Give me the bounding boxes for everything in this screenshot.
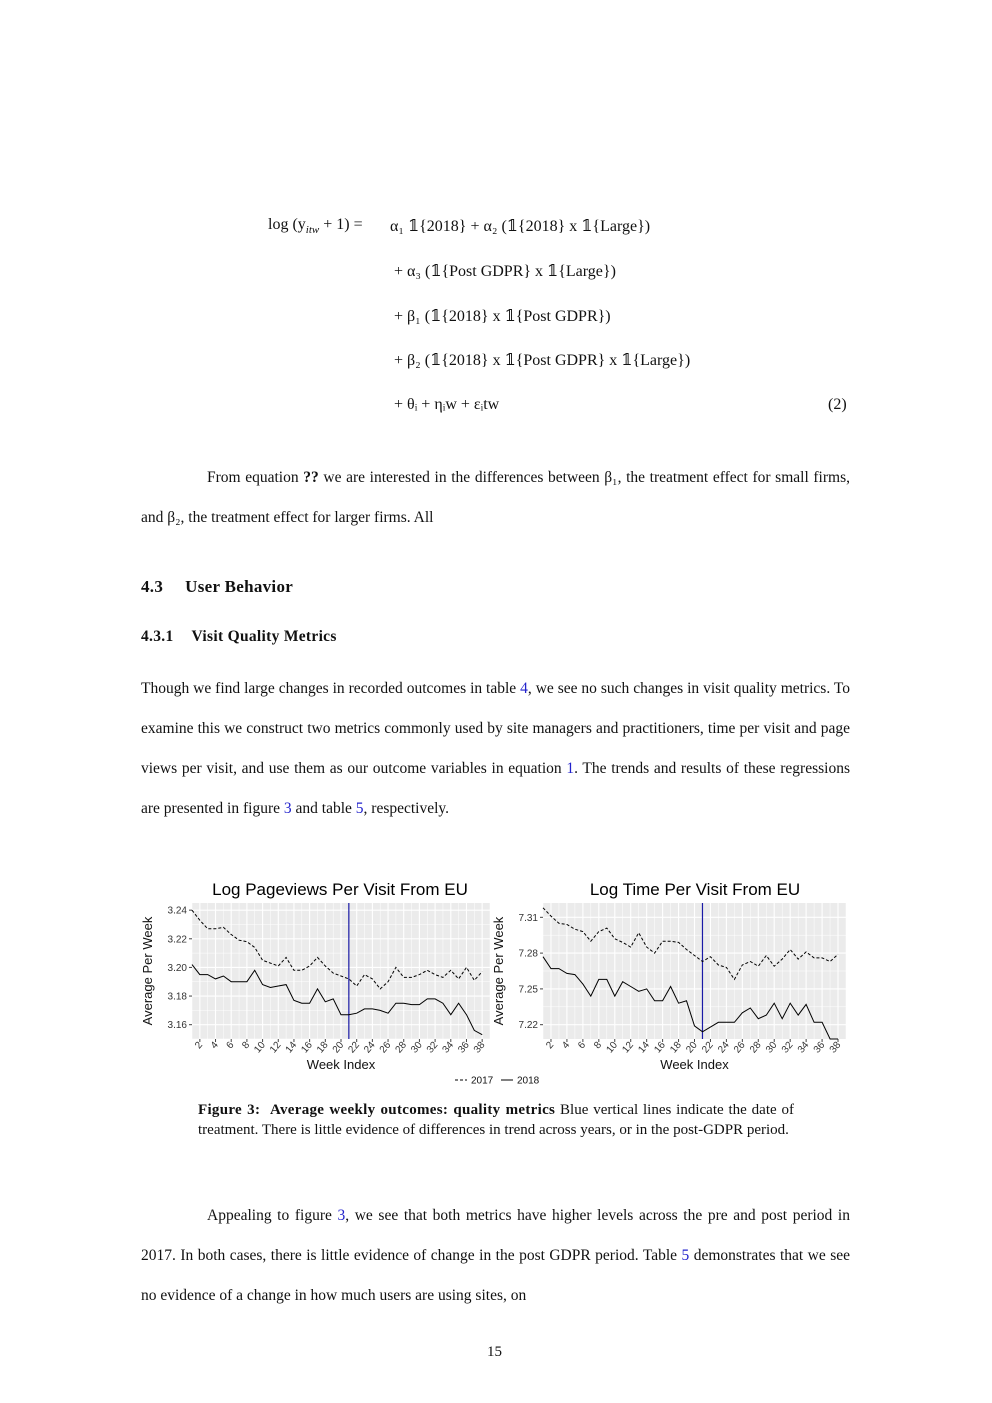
chart-title: Log Time Per Visit From EU bbox=[589, 880, 801, 899]
y-tick-label: 7.28 bbox=[518, 948, 538, 960]
y-axis-title: Average Per Week bbox=[491, 916, 506, 1026]
chart-title: Log Pageviews Per Visit From EU bbox=[212, 880, 468, 899]
x-tick-label: 6 bbox=[224, 1039, 237, 1052]
x-tick-label: 38 bbox=[827, 1039, 844, 1056]
figure-caption bbox=[198, 1100, 794, 1140]
x-tick-label: 28 bbox=[393, 1039, 410, 1056]
legend-label-2017: 2017 bbox=[471, 1075, 494, 1087]
x-tick-label: 30 bbox=[763, 1039, 780, 1056]
table-ref-5[interactable]: 5 bbox=[355, 800, 364, 817]
y-tick-label: 3.18 bbox=[167, 991, 187, 1003]
x-tick-label: 36 bbox=[811, 1039, 828, 1056]
table-ref-4[interactable]: 4 bbox=[520, 680, 528, 697]
x-tick-label: 12 bbox=[620, 1039, 637, 1056]
x-tick-label: 26 bbox=[377, 1039, 394, 1056]
paragraph-equation-discussion: From equation ?? we are interested in the differences between β₁, the treatment effect for small firms, and β₂, the treatment effect for larger firms. All bbox=[141, 469, 850, 526]
x-axis-title: Week Index bbox=[306, 1057, 376, 1072]
x-tick-label: 12 bbox=[267, 1039, 284, 1056]
equation-ref[interactable]: ?? bbox=[303, 469, 319, 486]
x-tick-label: 4 bbox=[560, 1039, 573, 1052]
x-tick-label: 26 bbox=[732, 1039, 748, 1056]
x-tick-label: 32 bbox=[424, 1039, 441, 1056]
y-tick-label: 3.22 bbox=[167, 934, 187, 946]
y-tick-label: 7.22 bbox=[518, 1020, 538, 1032]
equation-line-3: + β₁ (𝟙{2018} x 𝟙{Post GDPR}) bbox=[394, 308, 611, 325]
equation-line-1: α₁ 𝟙{2018} + α₂ (𝟙{2018} x 𝟙{Large}) bbox=[390, 218, 651, 235]
legend bbox=[455, 1076, 540, 1087]
section-heading: 4.3 User Behavior bbox=[141, 577, 294, 596]
x-tick-label: 10 bbox=[252, 1039, 268, 1056]
equation-line-5: + θᵢ + ηᵢw + εᵢtw bbox=[394, 396, 500, 413]
x-tick-label: 6 bbox=[576, 1039, 589, 1052]
x-tick-label: 16 bbox=[652, 1039, 668, 1056]
caption-bold: Average weekly outcomes: quality metrics bbox=[269, 1102, 556, 1118]
x-axis-title: Week Index bbox=[660, 1057, 729, 1072]
figure-ref-3[interactable]: 3 bbox=[283, 800, 292, 817]
subsection-heading: 4.3.1 Visit Quality Metrics bbox=[141, 628, 337, 645]
x-tick-label: 22 bbox=[700, 1039, 716, 1056]
y-tick-label: 7.25 bbox=[518, 984, 538, 996]
figure-3 bbox=[140, 876, 852, 1091]
paragraph-appealing: Appealing to figure 3, we see that both metrics have higher levels across the pre and post period in 2017. In both cases, there is little evidence of change in the post GDPR period. Table 5 demonstrates that we see no evidence of a change in how much users are using sites, on bbox=[141, 1207, 850, 1304]
page-number: 15 bbox=[487, 1344, 502, 1360]
x-tick-label: 20 bbox=[330, 1039, 347, 1056]
x-tick-label: 28 bbox=[748, 1039, 764, 1056]
x-tick-label: 2 bbox=[193, 1039, 206, 1052]
x-tick-label: 8 bbox=[592, 1039, 605, 1052]
x-tick-label: 18 bbox=[668, 1039, 684, 1056]
x-tick-label: 2 bbox=[544, 1039, 557, 1052]
x-tick-label: 38 bbox=[471, 1039, 488, 1056]
figure-ref-3b[interactable]: 3 bbox=[337, 1207, 346, 1224]
equation-line-2: + α₃ (𝟙{Post GDPR} x 𝟙{Large}) bbox=[394, 263, 616, 280]
x-tick-label: 22 bbox=[346, 1039, 362, 1056]
y-tick-label: 7.31 bbox=[518, 912, 538, 924]
x-tick-label: 16 bbox=[299, 1039, 315, 1056]
y-tick-label: 3.16 bbox=[167, 1020, 187, 1032]
x-tick-label: 30 bbox=[409, 1039, 425, 1056]
equation-line-4: + β₂ (𝟙{2018} x 𝟙{Post GDPR} x 𝟙{Large}) bbox=[394, 352, 691, 369]
y-tick-label: 3.24 bbox=[167, 905, 187, 917]
equation-ref-1[interactable]: 1 bbox=[566, 760, 575, 777]
x-tick-label: 32 bbox=[779, 1039, 796, 1056]
x-tick-label: 34 bbox=[440, 1039, 457, 1056]
x-tick-label: 14 bbox=[636, 1039, 652, 1056]
caption-label: Figure 3: bbox=[198, 1102, 261, 1118]
chart-2 bbox=[491, 880, 846, 1072]
x-tick-label: 4 bbox=[208, 1039, 221, 1052]
y-axis-title: Average Per Week bbox=[140, 916, 155, 1026]
x-tick-label: 34 bbox=[795, 1039, 812, 1056]
x-tick-label: 20 bbox=[684, 1039, 700, 1056]
x-tick-label: 10 bbox=[604, 1039, 621, 1056]
x-tick-label: 8 bbox=[240, 1039, 253, 1052]
chart-1 bbox=[140, 880, 490, 1072]
equation-number: (2) bbox=[828, 396, 847, 413]
paragraph-visit-quality: Though we find large changes in recorded outcomes in table 4, we see no such changes in visit quality metrics. To examine this we construct two metrics commonly used by site managers and practitioners, time per visit and page views per visit, and use them as our outcome variables in equation 1. The trends and results of these regressions are presented in figure 3 and table 5, respectively. bbox=[141, 680, 850, 817]
equation-lhs: $\log (y_{itw} + 1)$ = bbox=[268, 216, 363, 237]
x-tick-label: 24 bbox=[362, 1039, 378, 1056]
legend-label-2018: 2018 bbox=[517, 1075, 540, 1087]
x-tick-label: 24 bbox=[716, 1039, 732, 1056]
x-tick-label: 36 bbox=[456, 1039, 472, 1056]
y-tick-label: 3.20 bbox=[167, 962, 187, 974]
caption-text: Blue vertical lines indicate the date of treatment. There is little evidence of differences in trend across years, or in the post-GDPR period. bbox=[198, 1102, 794, 1138]
table-ref-5b[interactable]: 5 bbox=[681, 1247, 690, 1264]
x-tick-label: 18 bbox=[315, 1039, 331, 1056]
x-tick-label: 14 bbox=[283, 1039, 300, 1056]
figure-3-charts bbox=[140, 876, 852, 1091]
